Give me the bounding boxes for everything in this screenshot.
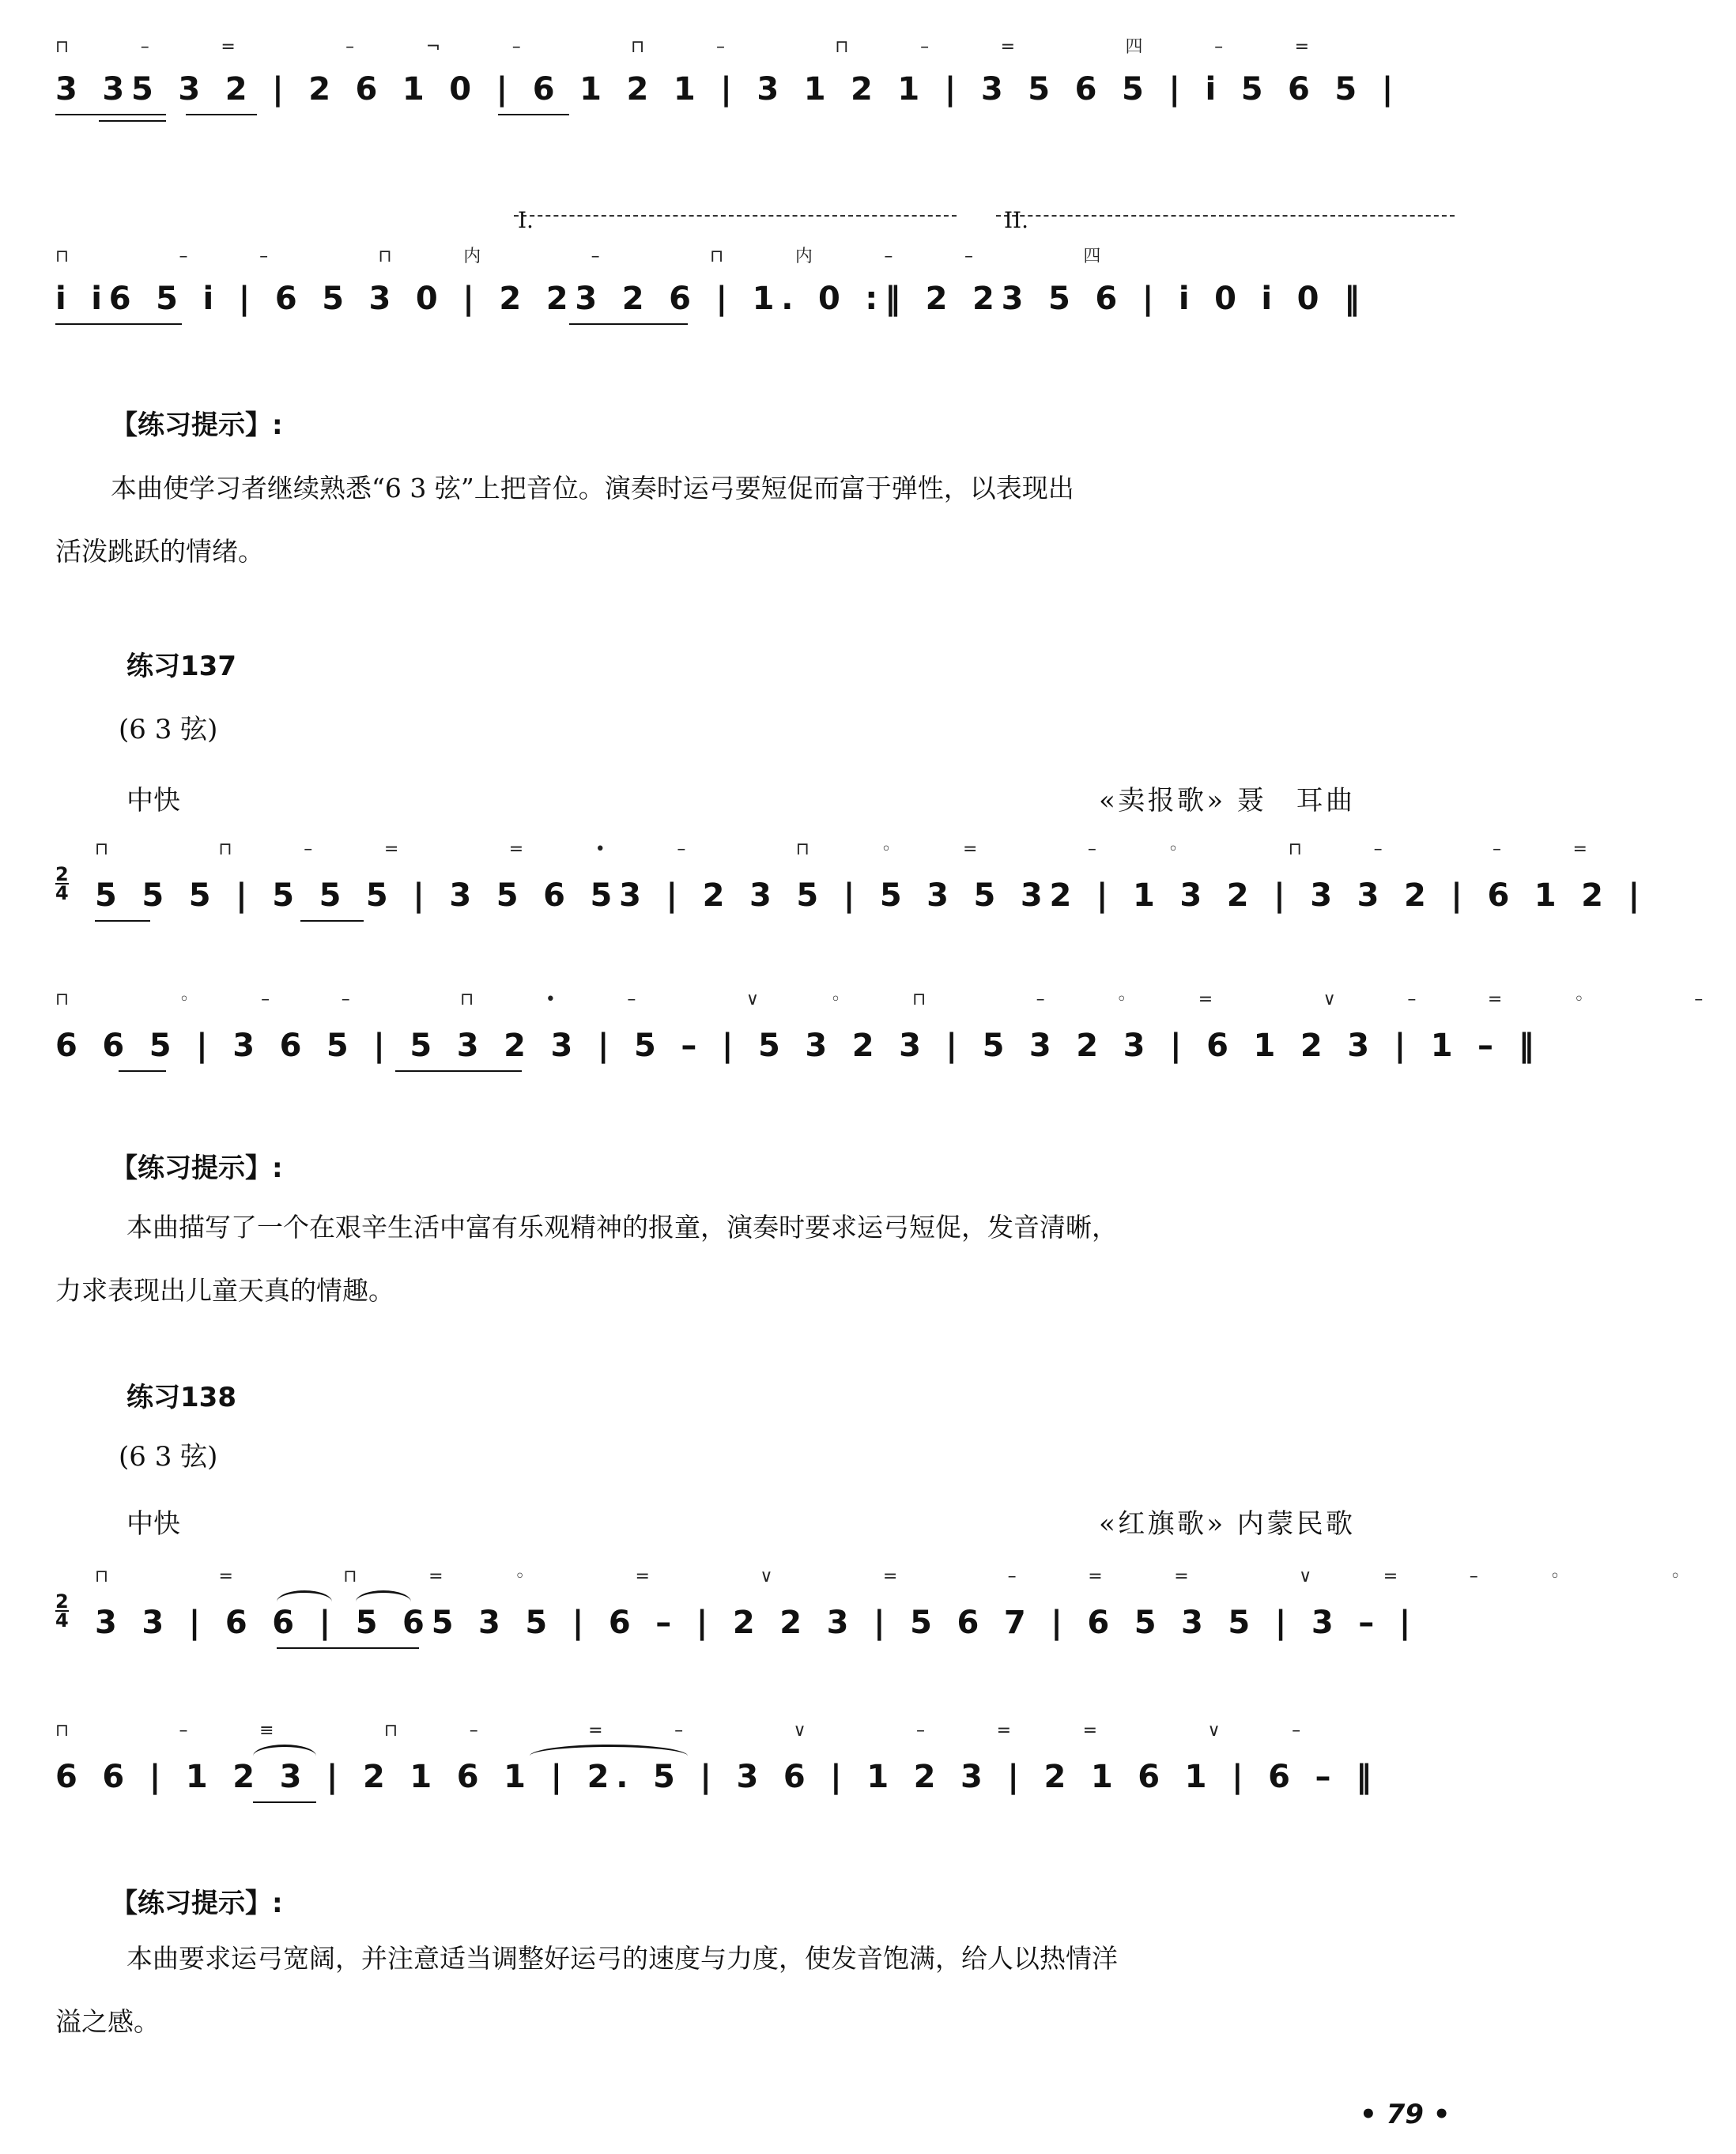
notation-text: i i6 5 i | 6 5 3 0 | 2 23 2 6 | 1. 0 :‖ 2 23 5 6 | i 0 i 0 ‖	[55, 281, 1367, 317]
volta-bracket-1	[514, 215, 957, 218]
notation-text: 6 6 5 | 3 6 5 | 5 3 2 3 | 5 – | 5 3 2 3 | 5 3 2 3 | 6 1 2 3 | 1 – ‖	[55, 1028, 1542, 1064]
time-signature: 2 4	[55, 863, 69, 904]
notation-text: 3 35 3 2 | 2 6 1 0 | 6 1 2 1 | 3 1 2 1 | 3 5 6 5 | i 5 6 5 |	[55, 71, 1401, 108]
tip-heading: 【练习提示】:	[111, 1888, 283, 1919]
exercise-title: 练习138	[126, 1382, 236, 1413]
tempo-marking: 中快	[126, 1508, 180, 1540]
tip-text-line-2: 活泼跳跃的情绪。	[55, 536, 264, 567]
tip-text-line-1: 本曲要求运弓宽阔，并注意适当调整好运弓的速度与力度，使发音饱满，给人以热情洋	[126, 1943, 1118, 1974]
volta-1-label: I.	[518, 207, 534, 233]
song-source: «红旗歌» 内蒙民歌	[1099, 1508, 1356, 1540]
score-line-138-1	[95, 1567, 1714, 1652]
score-line-1	[55, 37, 1478, 119]
page-number: • 79 •	[1360, 2099, 1451, 2130]
score-line-137-2	[55, 990, 1736, 1075]
bowing-marks: ⊓ – ≡ ⊓ – = – ∨ – = = ∨ –	[55, 1721, 1334, 1741]
song-source: «卖报歌» 聂 耳曲	[1099, 785, 1356, 817]
slur-mark	[530, 1745, 688, 1767]
slur-mark	[356, 1590, 411, 1613]
tempo-marking: 中快	[126, 785, 180, 817]
string-indication: (6 3 弦)	[119, 714, 218, 745]
volta-2-label: II.	[1004, 207, 1029, 233]
notation-text: 3 3 | 6 6 | 5 65 3 5 | 6 – | 2 2 3 | 5 6 7 | 6 5 3 5 | 3 – |	[95, 1605, 1418, 1641]
notation-text: 5 5 5 | 5 5 5 | 3 5 6 53 | 2 3 5 | 5 3 5 32 | 1 3 2 | 3 3 2 | 6 1 2 |	[95, 877, 1647, 914]
volta-bracket-2	[996, 215, 1455, 218]
bowing-marks: ⊓ – – ⊓ 内 – ⊓ 内 – – 四	[55, 247, 1134, 266]
tip-heading: 【练习提示】:	[111, 409, 283, 441]
slur-mark	[253, 1745, 316, 1767]
tip-text-line-1: 本曲使学习者继续熟悉“6 3 弦”上把音位。演奏时运弓要短促而富于弹性，以表现出	[111, 473, 1074, 504]
bowing-marks: ⊓ ⊓ – = = • – ⊓ ◦ = – ◦ ⊓ – – =	[95, 839, 1621, 859]
time-signature: 2 4	[55, 1590, 69, 1632]
bowing-marks: ⊓ = ⊓ = ◦ = ∨ = – = = ∨ = – ◦ ◦	[95, 1567, 1714, 1586]
bowing-marks: ⊓ ◦ – – ⊓ • – ∨ ◦ ⊓ – ◦ = ∨ – = ◦ –	[55, 990, 1736, 1009]
bowing-marks: ⊓ – = – ¬ – ⊓ – ⊓ – = 四 – =	[55, 37, 1342, 57]
score-line-137-1	[95, 839, 1647, 925]
slur-mark	[277, 1590, 332, 1613]
exercise-title: 练习137	[126, 651, 236, 682]
tip-text-line-1: 本曲描写了一个在艰辛生活中富有乐观精神的报童，演奏时要求运弓短促，发音清晰，	[126, 1212, 1118, 1243]
score-line-138-2	[55, 1721, 1478, 1806]
score-line-2	[55, 247, 1478, 328]
notation-text: 6 6 | 1 2 3 | 2 1 6 1 | 2. 5 | 3 6 | 1 2 3 | 2 1 6 1 | 6 – ‖	[55, 1759, 1379, 1795]
tip-text-line-2: 力求表现出儿童天真的情趣。	[55, 1275, 394, 1306]
tip-heading: 【练习提示】:	[111, 1152, 283, 1184]
string-indication: (6 3 弦)	[119, 1441, 218, 1473]
tip-text-line-2: 溢之感。	[55, 2006, 160, 2037]
